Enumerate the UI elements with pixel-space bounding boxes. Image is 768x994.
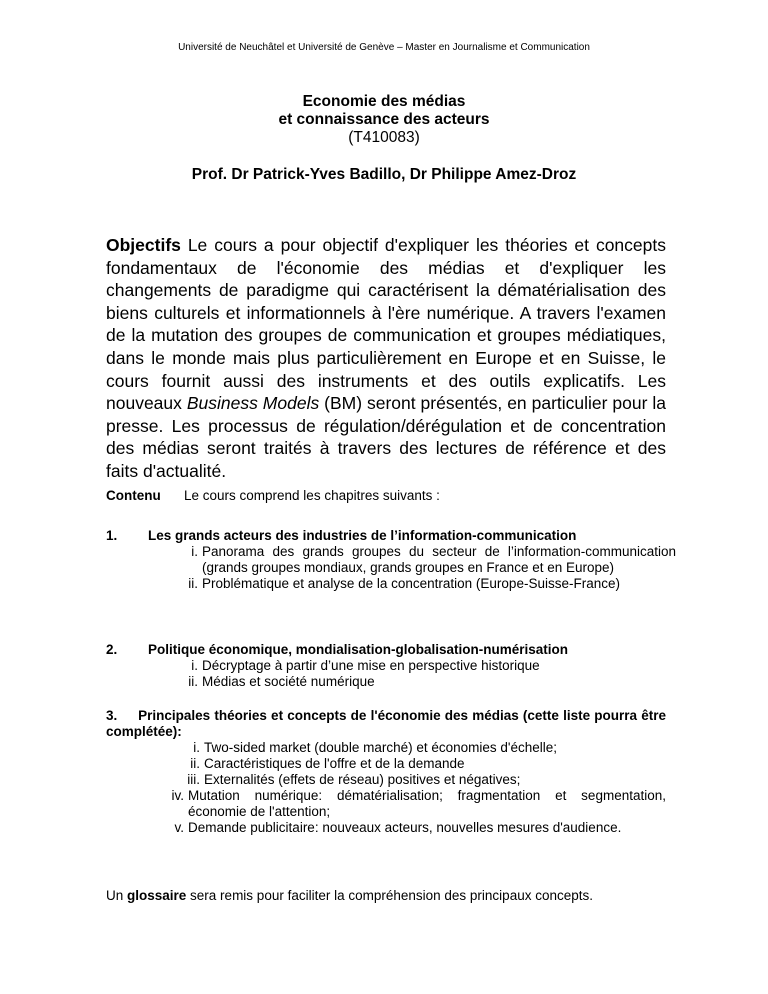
item-text: Demande publicitaire: nouveaux acteurs, nouvelles mesures d'audience. — [188, 820, 622, 835]
professors: Prof. Dr Patrick-Yves Badillo, Dr Philippe Amez-Droz — [191, 166, 577, 183]
chapter-2 — [106, 642, 676, 690]
item-text: Externalités (effets de réseau) positives et négatives; — [204, 772, 521, 787]
list-item — [188, 674, 676, 690]
objectifs-text-italic: Business Models — [186, 393, 320, 414]
chapter-3 — [106, 708, 676, 836]
item-text: Décryptage à partir d’une mise en perspective historique — [202, 658, 540, 673]
objectifs-text-2: (BM) seront présentés, en particulier pour la presse. Les processus de régulation/dérégulation et de concentration des médias seront traités à travers des lectures de référence et des faits d'actualité. — [106, 393, 666, 481]
list-item — [193, 740, 676, 756]
list-item — [190, 756, 676, 772]
glossaire-after: sera remis pour faciliter la compréhension des principaux concepts. — [186, 888, 593, 903]
chapter-number: 2. — [106, 642, 118, 657]
objectifs-paragraph — [106, 234, 666, 483]
contenu-line — [106, 488, 666, 503]
item-number: v. — [174, 820, 184, 835]
title-line-1: Economie des médias — [302, 93, 466, 110]
list-item — [187, 772, 676, 788]
glossaire-note — [106, 888, 593, 903]
list-item — [191, 544, 676, 576]
item-number: ii. — [190, 756, 200, 771]
chapter-items — [106, 740, 676, 836]
chapter-title-text: Principales théories et concepts de l'économie des médias (cette liste pourra être complétée): — [106, 708, 666, 739]
item-text: Two-sided market (double marché) et économies d'échelle; — [204, 740, 557, 755]
item-number: i. — [193, 740, 200, 755]
objectifs-label: Objectifs — [106, 235, 181, 255]
chapter-title — [106, 708, 666, 740]
item-text: Mutation numérique: dématérialisation; fragmentation et segmentation, économie de l'attention; — [188, 788, 666, 819]
list-item — [171, 788, 666, 820]
course-code: (T410083) — [348, 129, 420, 146]
item-number: i. — [191, 544, 198, 559]
chapter-title: Les grands acteurs des industries de l’information-communication — [148, 528, 577, 543]
contenu-label: Contenu — [106, 488, 161, 503]
chapter-number: 1. — [106, 528, 118, 543]
item-number: ii. — [188, 576, 198, 591]
contenu-text: Le cours comprend les chapitres suivants : — [184, 488, 440, 503]
chapter-1 — [106, 528, 676, 592]
list-item — [174, 820, 666, 836]
item-text: Médias et société numérique — [202, 674, 375, 689]
chapter-items — [188, 544, 676, 592]
item-text: Caractéristiques de l'offre et de la demande — [204, 756, 465, 771]
glossaire-before: Un — [106, 888, 128, 903]
item-number: i. — [191, 658, 198, 673]
item-number: iv. — [171, 788, 184, 803]
item-text: Problématique et analyse de la concentration (Europe-Suisse-France) — [202, 576, 620, 591]
item-number: ii. — [188, 674, 198, 689]
item-number: iii. — [187, 772, 200, 787]
page-header: Université de Neuchâtel et Université de Genève – Master en Journalisme et Communication — [178, 42, 590, 53]
title-line-2: et connaissance des acteurs — [278, 111, 490, 128]
list-item — [188, 576, 676, 592]
list-item — [191, 658, 676, 674]
chapter-title: Politique économique, mondialisation-globalisation-numérisation — [148, 642, 569, 657]
objectifs-text-1: Le cours a pour objectif d'expliquer les théories et concepts fondamentaux de l'économie des médias et d'expliquer les changements de paradigme qui caractérisent la dématérialisation des biens culturels et informationnels à l'ère numérique. A travers l'examen de la mutation des groupes de communication et groupes médiatiques, dans le monde mais plus particulièrement en Europe et en Suisse, le cours fournit aussi des instruments et des outils explicatifs. Les nouveaux — [106, 235, 666, 414]
course-title — [0, 93, 768, 147]
item-text: Panorama des grands groupes du secteur de l’information-communication (grands groupes mondiaux, grands groupes en France et en Europe) — [202, 544, 676, 575]
glossaire-bold: glossaire — [127, 888, 187, 903]
chapter-number-inline: 3. — [106, 708, 118, 723]
chapter-items — [188, 658, 676, 690]
